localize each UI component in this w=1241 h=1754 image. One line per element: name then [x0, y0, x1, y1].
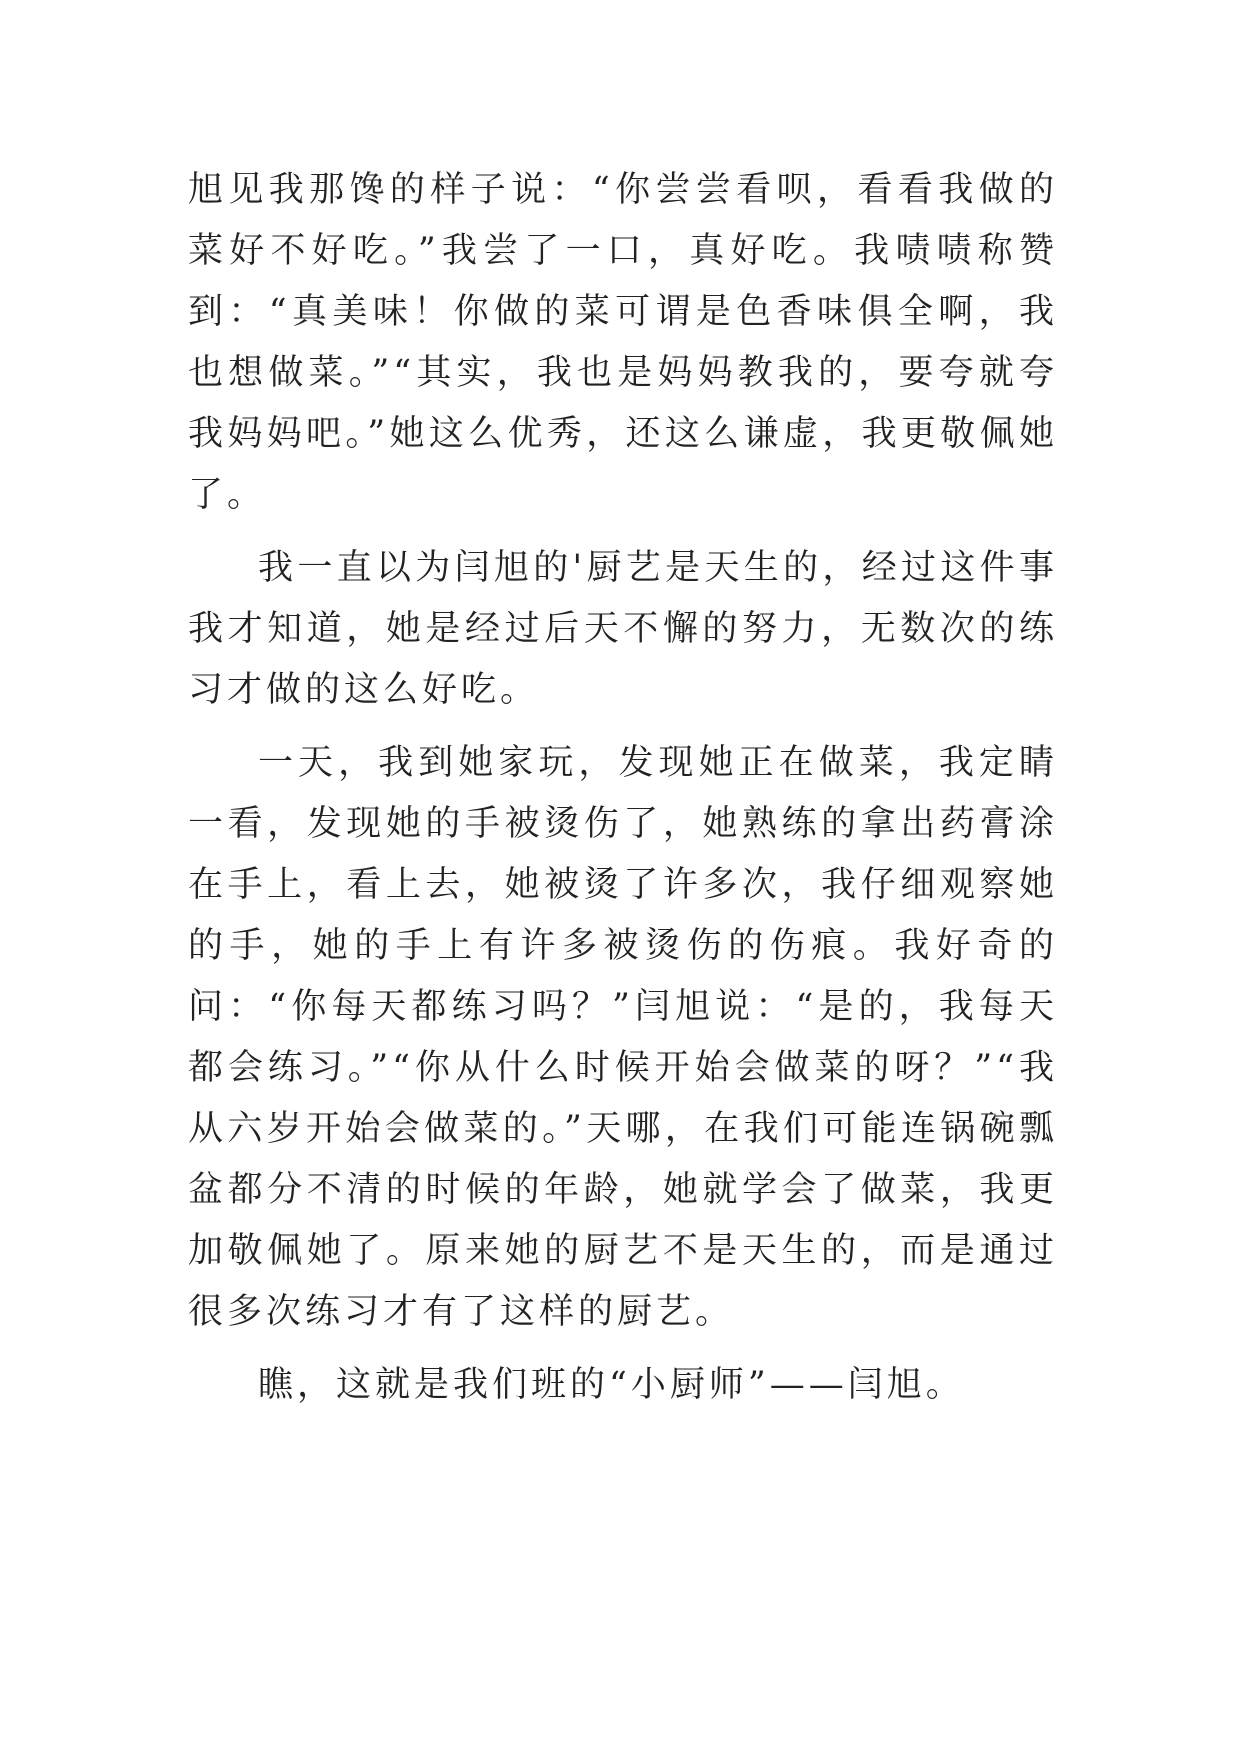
paragraph-cooking-talent: 我一直以为闫旭的'厨艺是天生的，经过这件事我才知道，她是经过后天不懈的努力，无数次的练习才做的这么好吃。: [188, 548, 1058, 710]
essay-body: [188, 160, 1058, 1428]
paragraph-visit-story: 一天，我到她家玩，发现她正在做菜，我定睛一看，发现她的手被烫伤了，她熟练的拿出药膏涂在手上，看上去，她被烫了许多次，我仔细观察她的手，她的手上有许多被烫伤的伤痕。我好奇的问：“你每天都练习吗？”闫旭说：“是的，我每天都会练习。”“你从什么时候开始会做菜的呀？”“我从六岁开始会做菜的。”天哪，在我们可能连锅碗瓢盆都分不清的时候的年龄，她就学会了做菜，我更加敬佩她了。原来她的厨艺不是天生的，而是通过很多次练习才有了这样的厨艺。: [188, 743, 1058, 1332]
paragraph-continuation: 旭见我那馋的样子说：“你尝尝看呗，看看我做的菜好不好吃。”我尝了一口，真好吃。我啧啧称赞到：“真美味！你做的菜可谓是色香味俱全啊，我也想做菜。”“其实，我也是妈妈教我的，要夸就夸我妈妈吧。”她这么优秀，还这么谦虚，我更敬佩她了。: [188, 170, 1058, 515]
paragraph-conclusion: 瞧，这就是我们班的“小厨师”——闫旭。: [258, 1365, 965, 1405]
